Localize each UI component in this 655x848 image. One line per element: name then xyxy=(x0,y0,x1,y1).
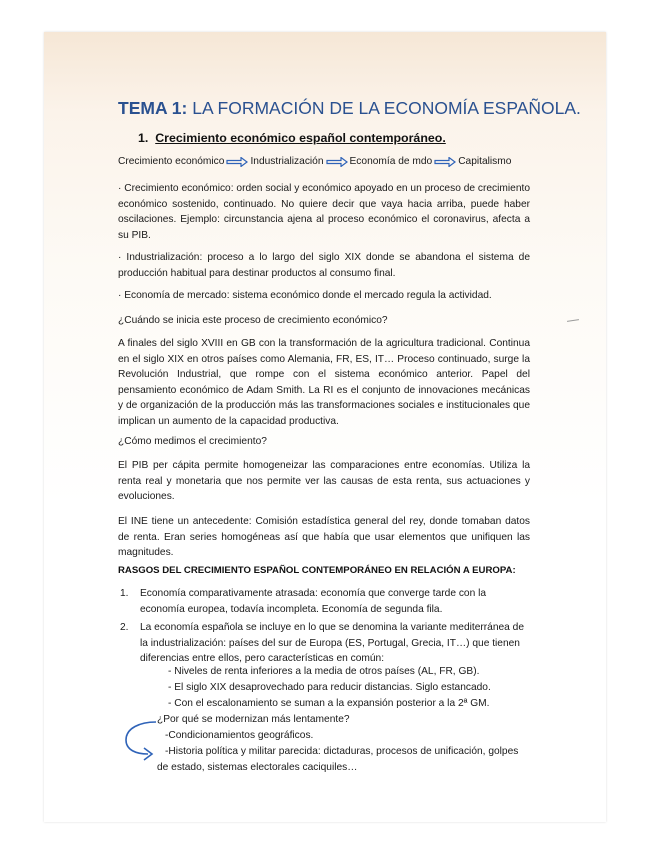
list-item xyxy=(120,620,532,667)
reason-item: de estado, sistemas electorales caciquiles… xyxy=(157,762,358,773)
bullet-item: - Con el escalonamiento se suman a la expansión posterior a la 2ª GM. xyxy=(168,698,490,709)
right-arrow-icon xyxy=(326,157,348,167)
question-medicion: ¿Cómo medimos el crecimiento? xyxy=(118,436,267,447)
list-item-text: Economía comparativamente atrasada: economía que converge tarde con la economía europea, todavía incompleta. Economía de segunda fila. xyxy=(140,588,487,615)
question-inicio: ¿Cuándo se inicia este proceso de crecimiento económico? xyxy=(118,315,388,326)
flow-step-2: Industrialización xyxy=(250,156,324,167)
bullet-item: - El siglo XIX desaprovechado para reducir distancias. Siglo estancado. xyxy=(168,682,491,693)
section-number: 1. xyxy=(138,131,149,145)
reason-item: -Historia política y militar parecida: dictaduras, procesos de unificación, golpes xyxy=(165,746,519,757)
paragraph-revolucion-industrial: A finales del siglo XVIII en GB con la transformación de la agricultura tradicional. Continua en el siglo XIX en otros países como Alemania, FR, ES, IT… Proceso continuado, surge la Revolución Industrial, que rompe con el sistema económico anterior. Papel del pensamiento económico de Adam Smith. La RI es el conjunto de innovaciones mecánicas y de organización de la producción más las transformaciones sociales e institucionales que implican un aumento de la capacidad productiva. xyxy=(118,338,530,427)
list-number: 1. xyxy=(120,588,129,599)
paragraph-ine: El INE tiene un antecedente: Comisión estadística general del rey, donde tomaban datos de renta. Eran series homogéneas así que había que usar elementos que unifiquen las magnitudes. xyxy=(118,516,530,559)
flow-step-1: Crecimiento económico xyxy=(118,156,225,167)
flow-step-3: Economía de mdo xyxy=(349,156,433,167)
section-heading xyxy=(138,131,446,145)
right-arrow-icon xyxy=(434,157,456,167)
section-title: Crecimiento económico español contemporáneo. xyxy=(155,131,446,145)
right-arrow-icon xyxy=(226,157,248,167)
concept-flow xyxy=(118,156,511,167)
paragraph-industrializacion: · Industrialización: proceso a lo largo del siglo XIX donde se abandona el sistema de producción habitual para destinar productos al consumo final. xyxy=(118,252,530,279)
rasgos-heading: RASGOS DEL CRECIMIENTO ESPAÑOL CONTEMPORÁNEO EN RELACIÓN A EUROPA: xyxy=(118,565,516,576)
bullet-item: - Niveles de renta inferiores a la media de otros países (AL, FR, GB). xyxy=(168,666,480,677)
list-item xyxy=(120,586,532,617)
list-item-text: La economía española se incluye en lo que se denomina la variante mediterránea de la industrialización: países del sur de Europa (ES, Portugal, Grecia, IT…) que tienen diferencias entre ellos, pero características en común: xyxy=(140,622,524,665)
paragraph-crecimiento: · Crecimiento económico: orden social y económico apoyado en un proceso de crecimiento económico sostenido, continuado. No quiere decir que vaya hacia arriba, puede haber oscilaciones. Ejemplo: circunstancia ajena al proceso económico el coronavirus, afecta a su PIB. xyxy=(118,183,530,241)
curved-arrow-icon xyxy=(120,718,160,764)
question-modernizacion: ¿Por qué se modernizan más lentamente? xyxy=(157,714,350,725)
title-text: LA FORMACIÓN DE LA ECONOMÍA ESPAÑOLA. xyxy=(187,98,581,118)
flow-step-4: Capitalismo xyxy=(458,156,512,167)
reason-item: -Condicionamientos geográficos. xyxy=(165,730,314,741)
paragraph-pib: El PIB per cápita permite homogeneizar las comparaciones entre economías. Utiliza la renta real y monetaria que nos permite ver las causas de esta renta, sus actuaciones y evoluciones. xyxy=(118,460,530,503)
title-number: TEMA 1: xyxy=(118,98,188,118)
page-title xyxy=(118,98,581,119)
paragraph-economia-mercado: · Economía de mercado: sistema económico donde el mercado regula la actividad. xyxy=(118,290,492,301)
list-number: 2. xyxy=(120,622,129,633)
